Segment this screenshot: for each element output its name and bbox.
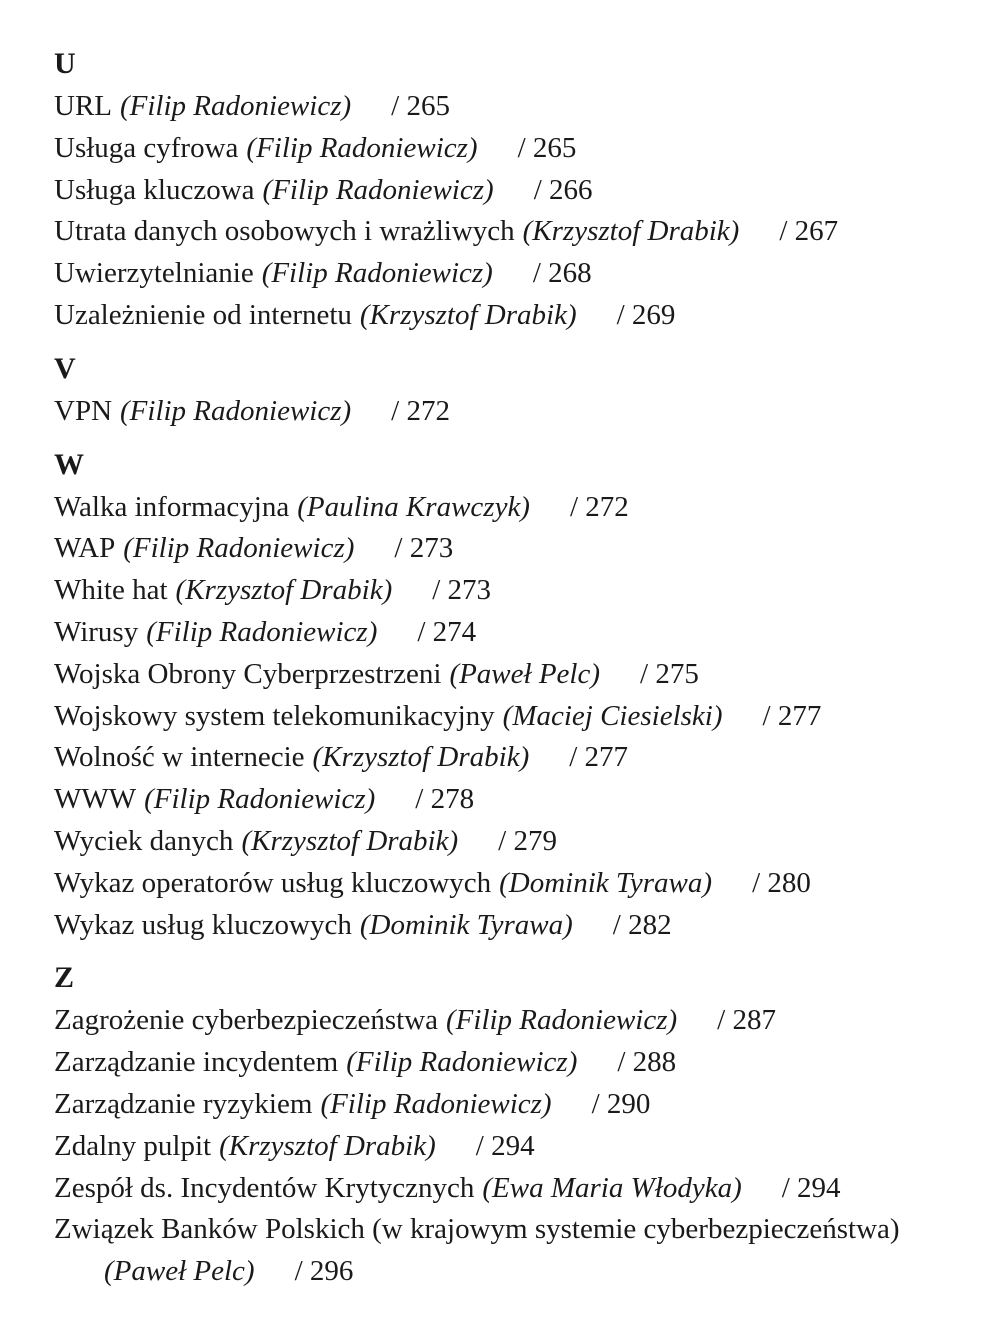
index-entry — [54, 612, 994, 654]
index-entry — [54, 86, 994, 128]
entry-page-number: / 265 — [517, 131, 577, 164]
entry-term: Walka informacyjna — [54, 490, 290, 523]
index-entry — [54, 253, 994, 295]
entry-term: Utrata danych osobowych i wrażliwych — [54, 215, 515, 248]
entry-term: WAP — [54, 532, 116, 565]
section-letter: W — [54, 447, 84, 481]
entry-author: (Krzysztof Drabik) — [522, 215, 740, 248]
entry-term: URL — [54, 90, 112, 122]
section-letter: V — [54, 351, 76, 385]
entry-author: (Filip Radoniewicz) — [446, 1004, 678, 1037]
index-section-w — [54, 447, 994, 947]
entry-term: Uwierzytelnianie — [54, 257, 254, 290]
index-entry — [54, 863, 994, 905]
entry-author: (Filip Radoniewicz) — [123, 532, 355, 565]
index-entry — [54, 779, 994, 821]
entry-page-number: / 278 — [415, 783, 475, 816]
entry-page-number: / 269 — [616, 298, 676, 331]
entry-author: (Filip Radoniewicz) — [120, 394, 352, 427]
index-entry — [54, 737, 994, 779]
entry-author: (Filip Radoniewicz) — [346, 1046, 578, 1079]
entry-term: Wirusy — [54, 615, 139, 648]
entry-author: (Filip Radoniewicz) — [144, 783, 376, 816]
entry-author: (Krzysztof Drabik) — [359, 298, 577, 331]
entry-page-number: / 294 — [475, 1129, 535, 1162]
entry-term: Wolność w internecie — [54, 741, 305, 774]
entry-page-number: / 280 — [752, 866, 811, 899]
entry-term: Zagrożenie cyberbezpieczeństwa — [54, 1004, 439, 1037]
entry-author: (Ewa Maria Włodyka) — [482, 1171, 742, 1204]
entry-term: Zarządzanie ryzykiem — [54, 1087, 313, 1120]
index-entry — [54, 1084, 994, 1126]
entry-term: Usługa kluczowa — [54, 173, 255, 206]
entry-page-number: / 273 — [432, 574, 492, 607]
entry-page-number: / 290 — [591, 1087, 651, 1120]
entry-term: Wojskowy system telekomunikacyjny — [54, 699, 495, 732]
entry-author: (Filip Radoniewicz) — [146, 615, 378, 648]
entry-page-number: / 272 — [391, 394, 450, 427]
index-entry — [54, 528, 994, 570]
index-section-z — [54, 960, 994, 1293]
entry-author: (Filip Radoniewicz) — [246, 131, 478, 164]
index-entry — [54, 821, 994, 863]
entry-page-number: / 279 — [498, 824, 557, 857]
entry-page-number: / 272 — [569, 490, 629, 523]
index-entry — [54, 1000, 994, 1042]
entry-term: Wyciek danych — [54, 824, 234, 857]
entry-author: (Krzysztof Drabik) — [241, 824, 459, 857]
entry-page-number: / 277 — [762, 699, 822, 732]
entry-author: (Filip Radoniewicz) — [262, 173, 494, 206]
index-section-v — [54, 351, 994, 433]
section-letter: U — [54, 47, 76, 80]
entry-page-number: / 287 — [717, 1004, 776, 1037]
entry-page-number: / 273 — [394, 532, 454, 565]
entry-author: (Paweł Pelc) — [104, 1255, 255, 1288]
entry-page-number: / 275 — [640, 657, 699, 690]
index-entry — [54, 295, 994, 337]
entry-term: Zespół ds. Incydentów Krytycznych — [54, 1171, 475, 1204]
entry-page-number: / 267 — [779, 215, 839, 248]
index-entry — [54, 570, 994, 612]
entry-author: (Paweł Pelc) — [449, 657, 601, 690]
entry-term: VPN — [54, 394, 113, 427]
index-entry — [54, 905, 994, 947]
entry-author: (Krzysztof Drabik) — [175, 574, 393, 607]
entry-author: (Maciej Ciesielski) — [502, 699, 723, 732]
index-entry — [54, 1126, 994, 1168]
index-page — [54, 40, 994, 1293]
entry-page-number: / 268 — [532, 257, 592, 290]
entry-term: Wykaz operatorów usług kluczowych — [54, 866, 492, 899]
index-entry — [54, 1042, 994, 1084]
index-entry — [54, 487, 994, 529]
entry-author: (Dominik Tyrawa) — [359, 908, 573, 941]
entry-author: (Filip Radoniewicz) — [320, 1087, 552, 1120]
entry-term: Uzależnienie od internetu — [54, 298, 352, 331]
entry-page-number: / 277 — [569, 741, 629, 774]
entry-author: (Dominik Tyrawa) — [499, 866, 713, 899]
index-entry — [54, 1209, 994, 1293]
entry-page-number: / 266 — [533, 173, 593, 206]
entry-page-number: / 274 — [417, 615, 477, 648]
index-entry — [54, 391, 994, 433]
entry-author: (Filip Radoniewicz) — [261, 257, 493, 290]
index-entry — [54, 170, 994, 212]
index-entry — [54, 128, 994, 170]
index-entry — [54, 654, 994, 696]
entry-term: WWW — [54, 783, 137, 816]
entry-term: Wykaz usług kluczowych — [54, 908, 352, 941]
entry-page-number: / 282 — [612, 908, 672, 941]
entry-author: (Krzysztof Drabik) — [312, 741, 530, 774]
entry-term: Zdalny pulpit — [54, 1129, 212, 1162]
entry-author: (Krzysztof Drabik) — [219, 1129, 436, 1162]
entry-term: White hat — [54, 574, 168, 607]
entry-term: Usługa cyfrowa — [54, 131, 239, 164]
index-entry — [54, 1168, 994, 1210]
entry-author: (Paulina Krawczyk) — [297, 490, 530, 523]
entry-author: (Filip Radoniewicz) — [120, 90, 352, 122]
entry-page-number: / 296 — [294, 1255, 354, 1288]
entry-term: Wojska Obrony Cyberprzestrzeni — [54, 657, 442, 690]
entry-page-number: / 294 — [781, 1171, 841, 1204]
entry-term: Związek Banków Polskich (w krajowym systemie cyberbezpieczeństwa) — [54, 1213, 900, 1246]
entry-term: Zarządzanie incydentem — [54, 1046, 339, 1079]
entry-continuation — [54, 1251, 994, 1293]
entry-page-number: / 265 — [391, 90, 450, 122]
index-section-u — [54, 46, 994, 337]
index-entry — [54, 696, 994, 738]
entry-page-number: / 288 — [617, 1046, 677, 1079]
index-entry — [54, 211, 994, 253]
section-letter: Z — [54, 961, 75, 995]
